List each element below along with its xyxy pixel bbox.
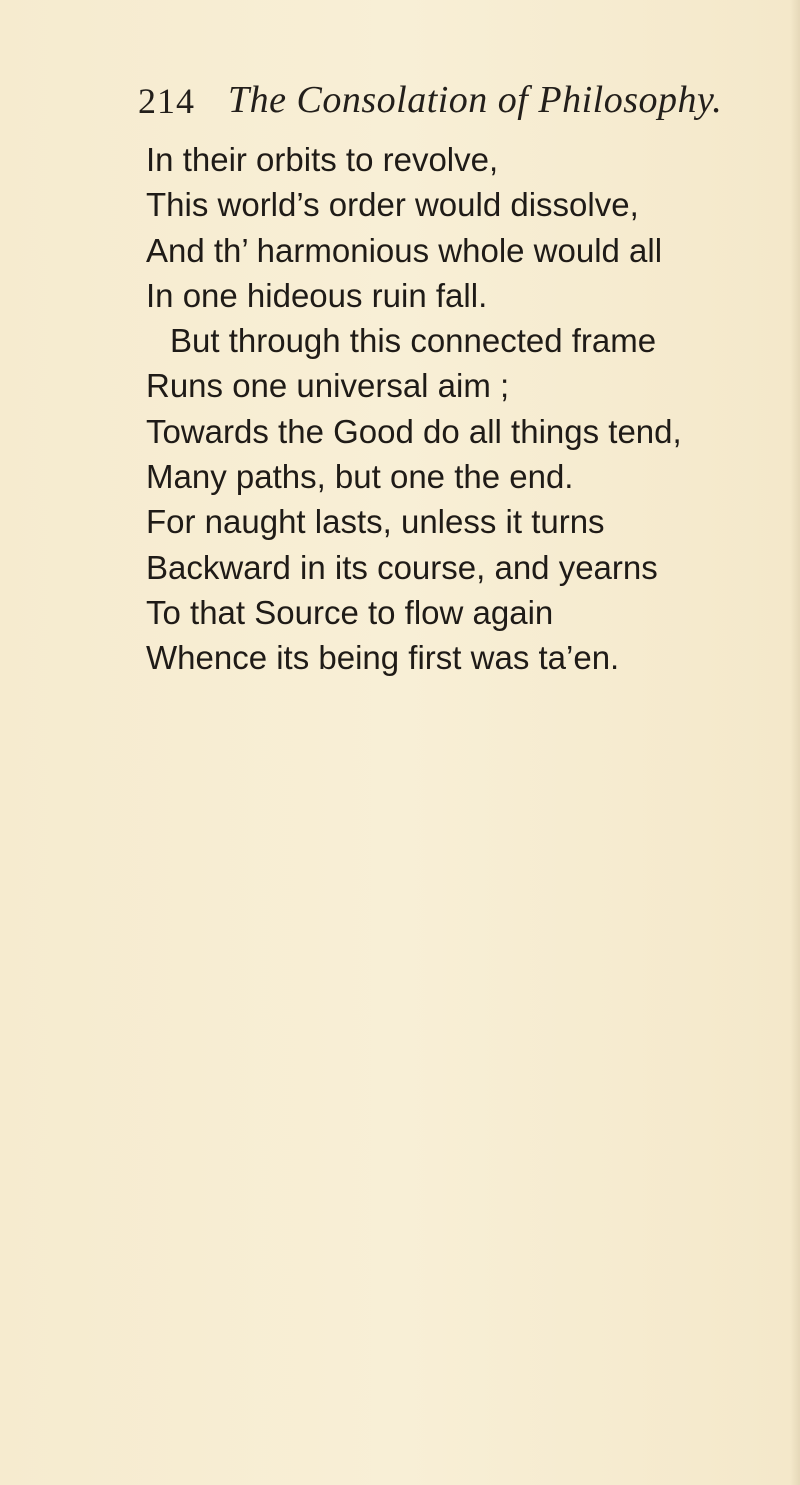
verse-line: Whence its being first was ta’en. [146,639,620,677]
verse-line: Many paths, but one the end. [146,458,574,496]
verse-line: And th’ harmonious whole would all [146,231,663,269]
verse-line: But through this connected frame [170,322,657,360]
verse-line: Towards the Good do all things tend, [146,412,682,450]
page-number: 214 [138,81,195,121]
running-title: The Consolation of Philosophy. [228,79,723,121]
verse-line: Backward in its course, and yearns [146,548,658,586]
running-head [138,70,778,130]
page-edge-shadow [790,0,800,1485]
verse-line: To that Source to flow again [146,593,554,631]
verse-line: In their orbits to revolve, [146,141,499,178]
verse-line: In one hideous ruin fall. [146,276,488,314]
verse-line: Runs one universal aim ; [146,367,510,405]
verse-block [146,137,786,681]
verse-line: This world’s order would dissolve, [146,186,639,224]
verse-line: For naught lasts, unless it turns [146,503,605,541]
